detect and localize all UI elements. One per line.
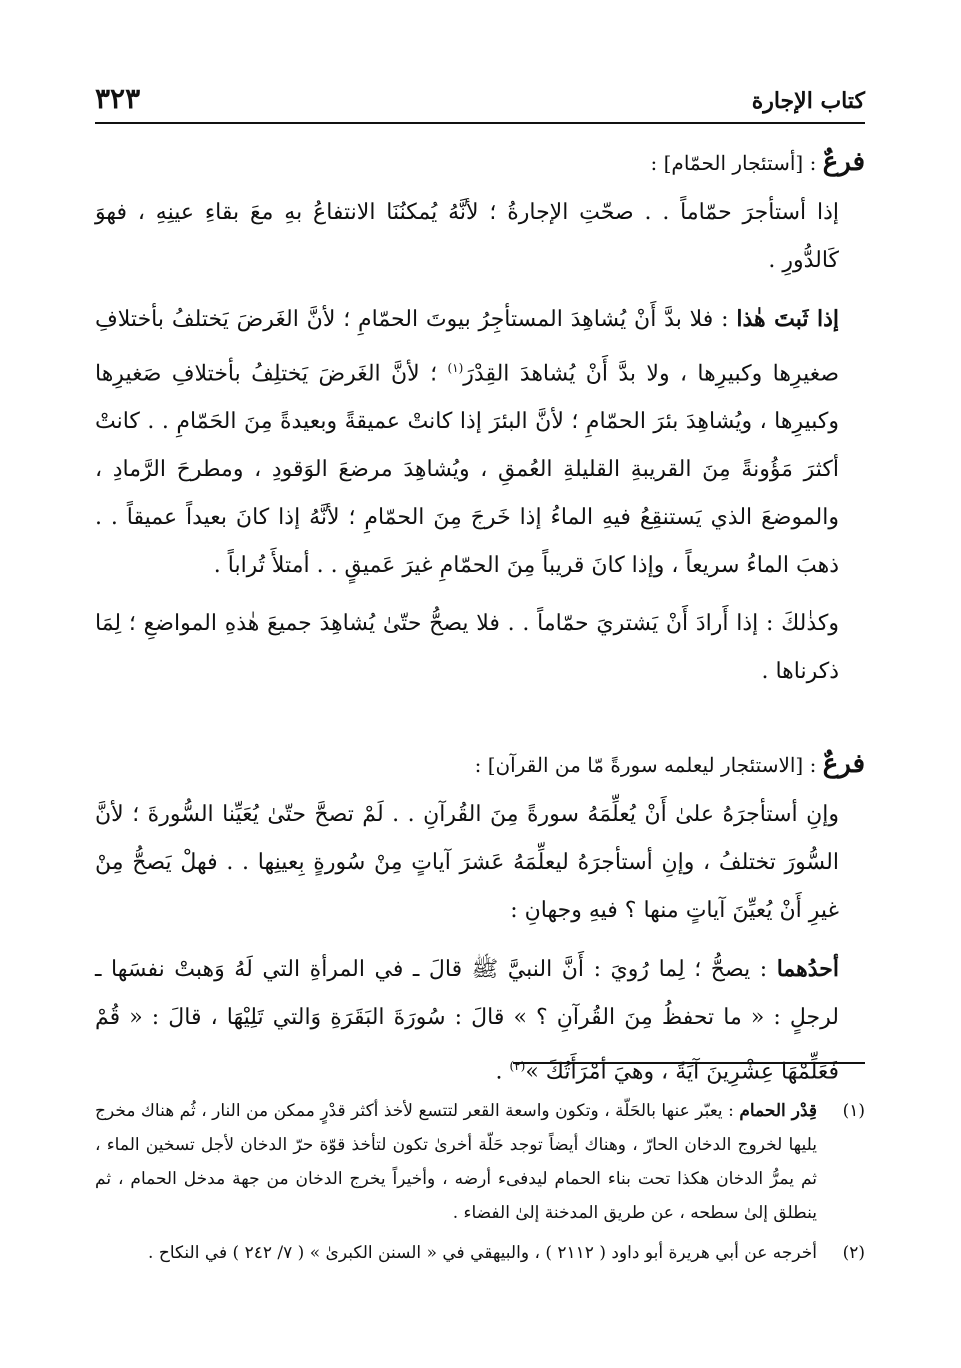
book-title: كتاب الإجارة <box>751 88 865 114</box>
footnote-number: (٢) <box>842 1243 865 1263</box>
paragraph-lead: إذا ثَبتَ هٰذا <box>736 306 839 332</box>
footnotes <box>95 1094 865 1276</box>
footnote-marker[interactable]: (١) <box>447 361 464 375</box>
footnote-text: : يعبّر عنها بالحَلّة ، وتكون واسعة القعر لتتسع لأخذ أكثر قدْرٍ ممكن من النار ، ثُم هناك مخرج يليها لخروج الدخان الحارّ ، وهناك أيضاً توجد حَلّة أخرىٰ تكون لتأخذ قوّة حرّ الدخان لأجل تسخين الماء ، ثم يمرُّ الدخان هكذا تحت بناء الحمام ليدفىء أرضه ، وأخيراً يخرج الدخان من جهة مدخل الحمام ، ثم ينطلق إلىٰ سطحه ، عن طريق المدخنة إلىٰ الفضاء . <box>95 1101 817 1223</box>
paragraph-text: . <box>495 1059 510 1085</box>
paragraph: وإنِ أستأجرَهُ علىٰ أَنْ يُعلِّمَهُ سورةً مِنَ القُرآنِ . . لَمْ تصحَّ حتّىٰ يُعَيِّنا السُّورةَ ؛ لأنَّ السُّورَ تختلفُ ، وإنِ أستأجرَهُ ليعلِّمَهُ عَشرَ آياتٍ مِنْ سُورةٍ بِعينِها . . فهلْ يَصحُّ مِنْ غيرِ أَنْ يُعيِّنَ آياتٍ منها ؟ فيهِ وجهانِ : <box>95 802 839 924</box>
section-heading-text: : [الاستئجار ليعلمه سورةً مّا من القرآن] : <box>474 753 823 778</box>
paragraph-lead: أحدُهما <box>776 956 839 983</box>
paragraph-text: ؛ لأنَّ الغَرضَ يَختلِفُ بأختلافِ صَغيرِها وكبيرِها ، ويُشاهِدَ بئرَ الحمّامِ ؛ لأنَّ البئرَ إذا كانتْ عميقةً وبعيدةً مِنَ الحَمّامِ . . كانتْ أكثرَ مَؤُونةً مِنَ القريبةِ القليلةِ العُمقِ ، ويُشاهِدَ مرضعَ الوَقودِ ، ومطرحَ الرَّمادِ ، والموضعَ الذي يَستنقِعُ فيهِ الماءُ إذا خَرجَ مِنَ الحمّامِ ؛ لأنَّهُ إذا كانَ بعيداً عميقاً . . ذهبَ الماءُ سريعاً ، وإذا كانَ قريباً مِنَ الحمّامِ غيرَ عَميقٍ . . أمتلأَ تُراباً . <box>95 361 839 579</box>
section-heading <box>95 140 865 185</box>
footnote-separator <box>513 1062 865 1064</box>
section-heading-word: فرعٌ <box>822 147 865 177</box>
paragraph: إذا أستأجرَ حمّاماً . . صحّتِ الإجارةُ ؛ لأنَّهُ يُمكنُنَا الانتفاعُ بهِ معَ بقاءِ عينِهِ ، فهوَ كَالدُّورِ . <box>95 200 839 273</box>
paragraph-text: : يصحُّ ؛ لِما رُويَ : أَنَّ النبيَّ ﷺ قالَ ـ في المرأةِ التي لَهُ وَهبتْ نفسَها ـ لرجلٍ : « ما تحفظُ مِنَ القُرآنِ ؟ » قالَ : سُورَةَ البَقَرَةِ وَالتي تَلِيْهَا ، قالَ : « قُمْ فَعَلِّمْهَا عِشْرِينَ آيَةً ، وهيَ أمْرَأَتُكَ » <box>95 957 839 1085</box>
main-text <box>95 140 865 1107</box>
paragraph <box>95 945 865 1096</box>
paragraph <box>95 295 865 590</box>
footnote <box>95 1236 865 1270</box>
page <box>95 0 865 1368</box>
footnote-lead: قِدْر الحمام <box>739 1101 817 1121</box>
footnote <box>95 1094 865 1230</box>
section-gap <box>95 706 865 742</box>
footnote-number: (١) <box>842 1101 865 1121</box>
page-number: ٣٢٣ <box>95 82 141 115</box>
running-header <box>95 80 865 124</box>
paragraph: وكذٰلكَ : إذا أَرادَ أَنْ يَشتريَ حمّاماً . . فلا يصحُّ حتّىٰ يُشاهِدَ جميعَ هٰذهِ المواضعِ ؛ لِمَا ذكرناها . <box>95 611 839 685</box>
section-heading-word: فرعٌ <box>822 749 865 780</box>
footnote-marker[interactable]: (٢) <box>509 1059 526 1074</box>
paragraph-text: : فلا بدَّ أَنْ يُشاهِدَ المستأجِرُ بيوتَ الحمّامِ ؛ لأنَّ الغَرضَ يَختلفُ بأختلافِ صغيرِها وكبيرِها ، ولا بدَّ أَنْ يُشاهدَ القِدْرَ <box>95 307 839 387</box>
section-heading-text: : [أستئجار الحمّام] : <box>650 151 823 175</box>
footnote-text: أخرجه عن أبي هريرة أبو داود ( ٢١١٢ ) ، والبيهقي في « السنن الكبرىٰ » ( ٧/ ٢٤٢ ) في النكاح . <box>148 1243 817 1263</box>
section-heading <box>95 742 865 787</box>
